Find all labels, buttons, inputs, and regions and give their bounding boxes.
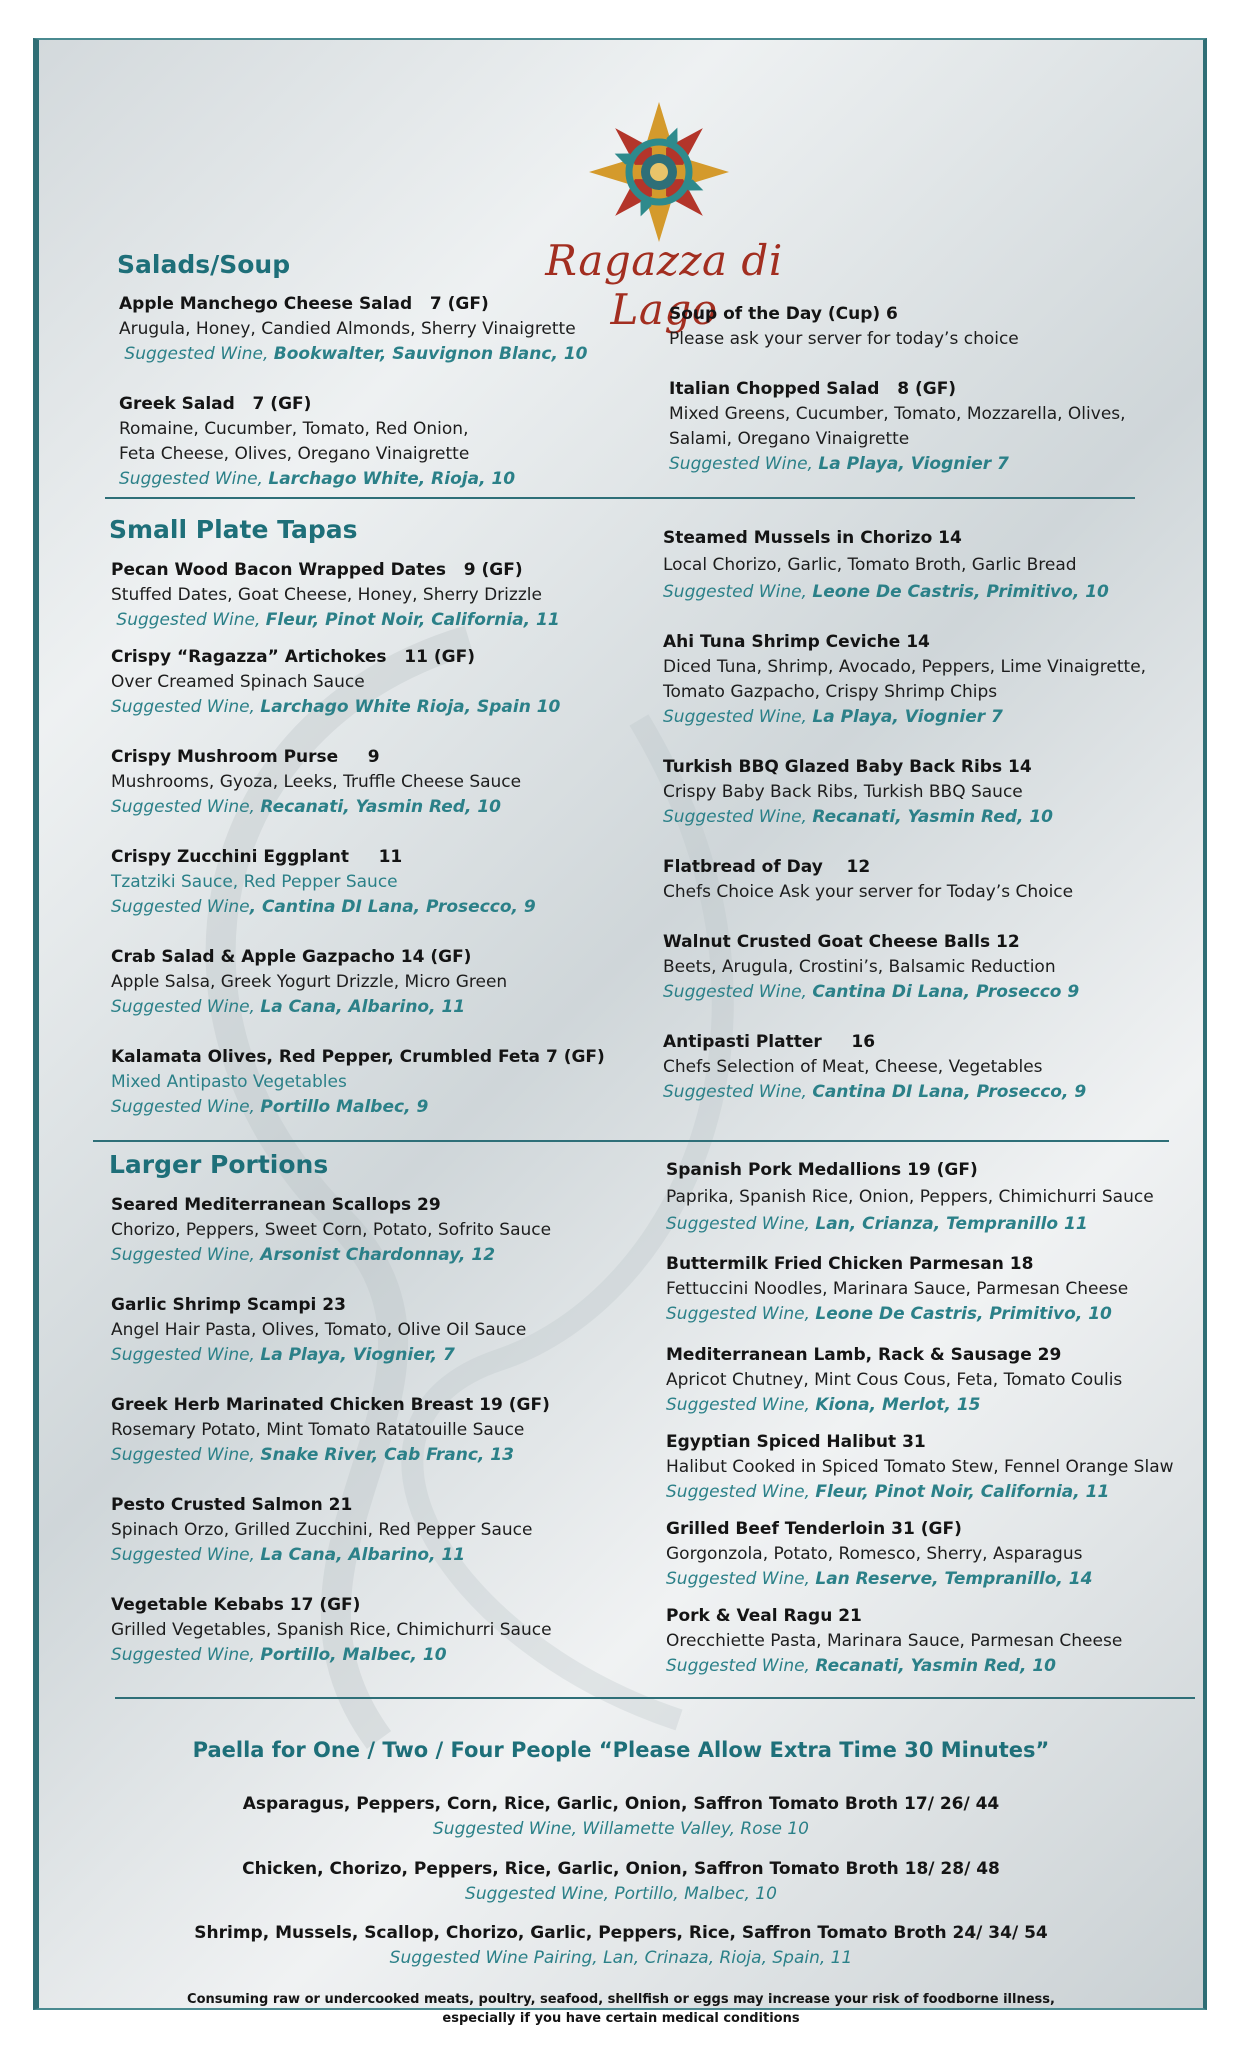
item-wine: Suggested Wine, Larchago White Rioja, Spain 10 (111, 697, 561, 717)
section-title-larger: Larger Portions (109, 1150, 329, 1179)
item-name: Grilled Beef Tenderloin 31 (GF) (666, 1519, 962, 1539)
menu-item (669, 302, 1199, 352)
item-desc: Apricot Chutney, Mint Cous Cous, Feta, Tomato Coulis (666, 1370, 1123, 1390)
menu-item (666, 1158, 1196, 1237)
item-desc: Chorizo, Peppers, Sweet Corn, Potato, Sofrito Sauce (111, 1220, 552, 1240)
item-desc: Romaine, Cucumber, Tomato, Red Onion, (119, 419, 469, 439)
menu-item (111, 1493, 641, 1568)
paella-item (39, 1857, 1203, 1907)
section-title-tapas: Small Plate Tapas (109, 515, 358, 544)
item-name: Pesto Crusted Salmon 21 (111, 1495, 353, 1515)
menu-item (111, 1593, 641, 1668)
item-name: Chicken, Chorizo, Peppers, Rice, Garlic, Onion, Saffron Tomato Broth 18/ 28/ 48 (242, 1859, 1000, 1879)
menu-item (111, 745, 641, 820)
item-desc: Tzatziki Sauce, Red Pepper Sauce (111, 872, 398, 892)
menu-item (666, 1343, 1196, 1418)
menu-item (663, 1030, 1193, 1105)
item-desc: Spinach Orzo, Grilled Zucchini, Red Pepper Sauce (111, 1520, 533, 1540)
item-wine: Suggested Wine, Portillo, Malbec, 10 (465, 1884, 777, 1904)
menu-item (111, 1393, 641, 1468)
section-divider (93, 1140, 1169, 1142)
item-wine: Suggested Wine, Snake River, Cab Franc, 13 (111, 1445, 514, 1465)
item-name: Mediterranean Lamb, Rack & Sausage 29 (666, 1345, 1062, 1365)
item-desc: Orecchiette Pasta, Marinara Sauce, Parmesan Cheese (666, 1631, 1123, 1651)
item-desc: Grilled Vegetables, Spanish Rice, Chimichurri Sauce (111, 1620, 552, 1640)
item-wine: Suggested Wine, Larchago White, Rioja, 10 (119, 469, 516, 489)
item-name: Greek Herb Marinated Chicken Breast 19 (GF) (111, 1395, 550, 1415)
item-name: Kalamata Olives, Red Pepper, Crumbled Feta 7 (GF) (111, 1047, 605, 1067)
section-title-salads: Salads/Soup (117, 250, 291, 279)
menu-item (111, 1293, 641, 1368)
item-wine: Suggested Wine, Lan, Crianza, Tempranillo 11 (666, 1214, 1088, 1234)
item-desc: Apple Salsa, Greek Yogurt Drizzle, Micro Green (111, 972, 508, 992)
item-name: Ahi Tuna Shrimp Ceviche 14 (663, 632, 930, 652)
section-divider (115, 1697, 1195, 1699)
item-wine: Suggested Wine, Portillo Malbec, 9 (111, 1097, 429, 1117)
item-wine: Suggested Wine, Willamette Valley, Rose 10 (433, 1819, 809, 1839)
item-name: Crispy Mushroom Purse 9 (111, 747, 380, 767)
item-desc: Mushrooms, Gyoza, Leeks, Truffle Cheese Sauce (111, 772, 522, 792)
item-desc: Stuffed Dates, Goat Cheese, Honey, Sherry Drizzle (111, 585, 542, 605)
item-name: Turkish BBQ Glazed Baby Back Ribs 14 (663, 757, 1032, 777)
menu-item (111, 1045, 641, 1120)
item-wine: Suggested Wine, Cantina DI Lana, Prosecco, 9 (663, 1082, 1087, 1102)
menu-item (663, 855, 1193, 905)
item-desc: Local Chorizo, Garlic, Tomato Broth, Garlic Bread (663, 555, 1077, 575)
item-name: Asparagus, Peppers, Corn, Rice, Garlic, Onion, Saffron Tomato Broth 17/ 26/ 44 (242, 1794, 1000, 1814)
item-name: Flatbread of Day 12 (663, 857, 871, 877)
menu-item (119, 392, 649, 492)
item-name: Vegetable Kebabs 17 (GF) (111, 1595, 361, 1615)
item-wine: Suggested Wine, Recanati, Yasmin Red, 10 (666, 1656, 1057, 1676)
item-desc: Chefs Choice Ask your server for Today’s Choice (663, 882, 1074, 902)
item-desc: Angel Hair Pasta, Olives, Tomato, Olive Oil Sauce (111, 1320, 527, 1340)
section-title-paella: Paella for One / Two / Four People “Please Allow Extra Time 30 Minutes” (192, 1738, 1050, 1762)
menu-item (669, 377, 1199, 477)
item-name: Crispy “Ragazza” Artichokes 11 (GF) (111, 647, 475, 667)
item-name: Spanish Pork Medallions 19 (GF) (666, 1160, 978, 1180)
item-name: Garlic Shrimp Scampi 23 (111, 1295, 346, 1315)
menu-item (111, 845, 641, 920)
item-desc: Fettuccini Noodles, Marinara Sauce, Parmesan Cheese (666, 1279, 1129, 1299)
item-wine: Suggested Wine Pairing, Lan, Crinaza, Rioja, Spain, 11 (389, 1948, 853, 1968)
item-name: Soup of the Day (Cup) 6 (669, 304, 898, 324)
mandala-logo-icon (587, 100, 731, 244)
menu-item (111, 645, 641, 720)
item-wine: Suggested Wine, Arsonist Chardonnay, 12 (111, 1245, 496, 1265)
paella-item (39, 1921, 1203, 1971)
item-desc: Arugula, Honey, Candied Almonds, Sherry Vinaigrette (119, 319, 576, 339)
item-wine: Suggested Wine, Fleur, Pinot Noir, California, 11 (666, 1482, 1110, 1502)
item-wine: Suggested Wine, La Playa, Viognier, 7 (111, 1345, 455, 1365)
item-name: Egyptian Spiced Halibut 31 (666, 1432, 926, 1452)
item-wine: Suggested Wine, Cantina DI Lana, Prosecco, 9 (111, 897, 536, 917)
item-desc: Gorgonzola, Potato, Romesco, Sherry, Asparagus (666, 1544, 1083, 1564)
item-name: Italian Chopped Salad 8 (GF) (669, 379, 957, 399)
menu-item (111, 1193, 641, 1268)
item-wine: Suggested Wine, La Playa, Viognier 7 (669, 454, 1009, 474)
item-name: Walnut Crusted Goat Cheese Balls 12 (663, 932, 1020, 952)
item-desc: Feta Cheese, Olives, Oregano Vinaigrette (119, 444, 470, 464)
menu-item (119, 292, 649, 367)
item-name: Pecan Wood Bacon Wrapped Dates 9 (GF) (111, 560, 523, 580)
item-desc: Crispy Baby Back Ribs, Turkish BBQ Sauce (663, 782, 1023, 802)
menu-item (111, 558, 641, 633)
item-wine: Suggested Wine, Bookwalter, Sauvignon Blanc, 10 (124, 344, 588, 364)
item-desc: Over Creamed Spinach Sauce (111, 672, 365, 692)
item-wine: Suggested Wine, Fleur, Pinot Noir, California, 11 (116, 610, 560, 630)
item-desc: Mixed Antipasto Vegetables (111, 1072, 347, 1092)
food-safety-disclaimer: Consuming raw or undercooked meats, poultry, seafood, shellfish or eggs may increase your risk of foodborne illness, especially if you have certain medical conditions (187, 1992, 1055, 2026)
paella-item (39, 1792, 1203, 1842)
item-desc: Please ask your server for today’s choice (669, 329, 1019, 349)
menu-item (666, 1517, 1196, 1592)
item-wine: Suggested Wine, Recanati, Yasmin Red, 10 (111, 797, 502, 817)
item-name: Greek Salad 7 (GF) (119, 394, 312, 414)
item-name: Apple Manchego Cheese Salad 7 (GF) (119, 294, 489, 314)
item-desc: Tomato Gazpacho, Crispy Shrimp Chips (663, 682, 998, 702)
item-name: Pork & Veal Ragu 21 (666, 1606, 862, 1626)
item-name: Shrimp, Mussels, Scallop, Chorizo, Garlic, Peppers, Rice, Saffron Tomato Broth 24/ 34/ 54 (194, 1923, 1048, 1943)
item-wine: Suggested Wine, Leone De Castris, Primitivo, 10 (666, 1304, 1112, 1324)
item-wine: Suggested Wine, Cantina Di Lana, Prosecco 9 (663, 982, 1080, 1002)
item-wine: Suggested Wine, La Cana, Albarino, 11 (111, 1545, 466, 1565)
item-desc: Beets, Arugula, Crostini’s, Balsamic Reduction (663, 957, 1056, 977)
item-wine: Suggested Wine, Kiona, Merlot, 15 (666, 1395, 981, 1415)
item-wine: Suggested Wine, Leone De Castris, Primitivo, 10 (663, 582, 1109, 602)
item-wine: Suggested Wine, Lan Reserve, Tempranillo, 14 (666, 1569, 1093, 1589)
item-name: Seared Mediterranean Scallops 29 (111, 1195, 441, 1215)
item-name: Antipasti Platter 16 (663, 1032, 876, 1052)
item-name: Crab Salad & Apple Gazpacho 14 (GF) (111, 947, 472, 967)
item-name: Buttermilk Fried Chicken Parmesan 18 (666, 1254, 1034, 1274)
item-wine: Suggested Wine, La Playa, Viognier 7 (663, 707, 1003, 727)
item-desc: Rosemary Potato, Mint Tomato Ratatouille Sauce (111, 1420, 525, 1440)
item-desc: Chefs Selection of Meat, Cheese, Vegetables (663, 1057, 1043, 1077)
menu-item (666, 1430, 1196, 1505)
item-desc: Paprika, Spanish Rice, Onion, Peppers, Chimichurri Sauce (666, 1187, 1154, 1207)
item-desc: Mixed Greens, Cucumber, Tomato, Mozzarella, Olives, (669, 404, 1126, 424)
item-wine: Suggested Wine, La Cana, Albarino, 11 (111, 997, 466, 1017)
item-desc: Diced Tuna, Shrimp, Avocado, Peppers, Lime Vinaigrette, (663, 657, 1147, 677)
item-desc: Halibut Cooked in Spiced Tomato Stew, Fennel Orange Slaw (666, 1457, 1174, 1477)
menu-item (663, 630, 1193, 730)
menu-item (666, 1252, 1196, 1327)
item-name: Steamed Mussels in Chorizo 14 (663, 528, 962, 548)
menu-sheet (33, 38, 1207, 2026)
item-desc: Salami, Oregano Vinaigrette (669, 429, 910, 449)
menu-item (663, 930, 1193, 1005)
menu-item (666, 1604, 1196, 1679)
item-wine: Suggested Wine, Portillo, Malbec, 10 (111, 1645, 447, 1665)
menu-item (663, 755, 1193, 830)
brand-name: Ragazza di Lago (545, 236, 783, 334)
item-wine: Suggested Wine, Recanati, Yasmin Red, 10 (663, 807, 1054, 827)
section-divider (105, 497, 1135, 499)
menu-item (663, 526, 1193, 605)
item-name: Crispy Zucchini Eggplant 11 (111, 847, 403, 867)
menu-item (111, 945, 641, 1020)
